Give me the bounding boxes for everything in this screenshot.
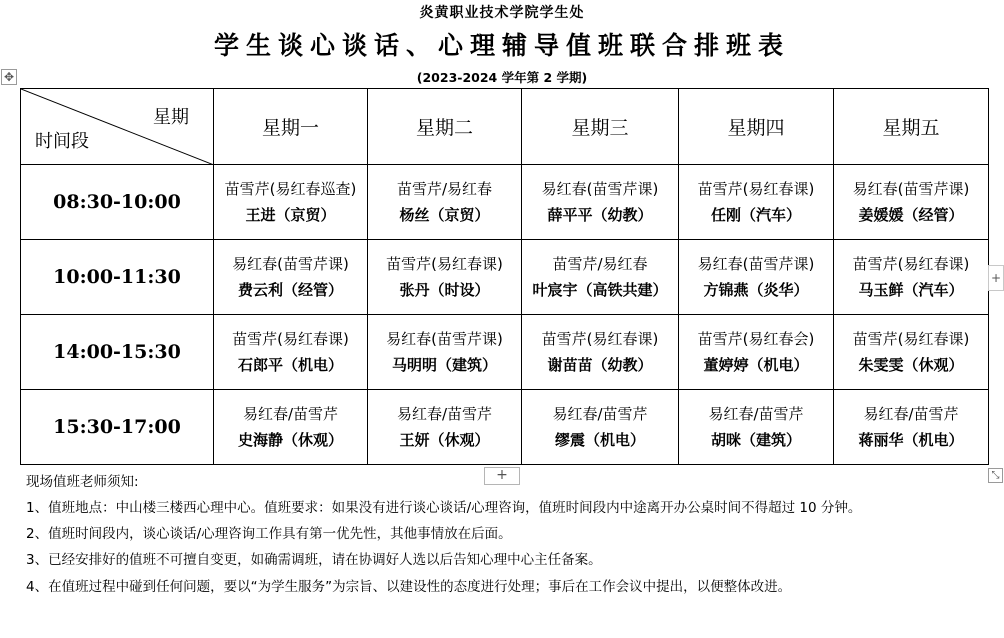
table-row — [21, 165, 989, 240]
teacher-text: 任刚（汽车） — [710, 206, 801, 224]
duty-cell — [679, 240, 834, 315]
duty-cell — [368, 240, 522, 315]
corner-week-label: 星期 — [153, 107, 189, 128]
teacher-text: 王进（京贸） — [245, 206, 336, 224]
counselor-text: 易红春/苗雪芹 — [708, 405, 804, 423]
duty-cell — [522, 315, 679, 390]
teacher-text: 蒋丽华（机电） — [858, 431, 964, 449]
day-header: 星期四 — [679, 89, 834, 165]
corner-cell — [21, 89, 214, 165]
corner-time-label: 时间段 — [35, 131, 89, 152]
teacher-text: 费云利（经管） — [237, 281, 343, 299]
page-title: 学生谈心谈话、心理辅导值班联合排班表 — [213, 31, 790, 60]
day-header: 星期一 — [214, 89, 368, 165]
counselor-text: 易红春(苗雪芹课) — [386, 330, 503, 348]
counselor-text: 苗雪芹(易红春课) — [232, 330, 349, 348]
counselor-text: 易红春/苗雪芹 — [863, 405, 959, 423]
counselor-text: 苗雪芹(易红春课) — [852, 330, 970, 348]
counselor-text: 苗雪芹(易红春课) — [852, 255, 970, 273]
counselor-text: 易红春/苗雪芹 — [552, 405, 648, 423]
table-row — [21, 315, 989, 390]
header-row — [21, 89, 989, 165]
duty-cell — [522, 390, 679, 465]
duty-cell — [368, 315, 522, 390]
counselor-text: 易红春/苗雪芹 — [242, 405, 339, 423]
duty-cell — [368, 390, 522, 465]
teacher-text: 史海静（休观） — [237, 431, 343, 449]
teacher-text: 石郎平（机电） — [237, 356, 343, 374]
day-header: 星期二 — [368, 89, 522, 165]
counselor-text: 易红春(苗雪芹课) — [852, 180, 970, 198]
duty-cell — [834, 315, 989, 390]
table-row — [21, 240, 989, 315]
duty-cell — [679, 165, 834, 240]
counselor-text: 苗雪芹(易红春课) — [541, 330, 659, 348]
teacher-text: 胡咪（建筑） — [710, 431, 801, 449]
duty-cell — [214, 315, 368, 390]
teacher-text: 朱雯雯（休观） — [858, 356, 964, 374]
teacher-text: 张丹（时设） — [399, 281, 490, 299]
duty-cell — [834, 390, 989, 465]
time-slot: 08:30-10:00 — [21, 165, 214, 240]
duty-cell — [834, 165, 989, 240]
time-slot: 14:00-15:30 — [21, 315, 214, 390]
note-item: 4、在值班过程中碰到任何问题，要以“为学生服务”为宗旨、以建设性的态度进行处理；事后在工作会议中提出，以便整体改进。 — [26, 579, 792, 595]
duty-cell — [214, 165, 368, 240]
move-arrows-icon[interactable]: ✥ — [1, 69, 17, 85]
time-slot: 15:30-17:00 — [21, 390, 214, 465]
teacher-text: 马玉鲜（汽车） — [858, 281, 964, 299]
resize-diagonal-icon[interactable]: ⤡ — [988, 468, 1003, 483]
duty-cell — [834, 240, 989, 315]
note-item: 1、值班地点：中山楼三楼西心理中心。值班要求：如果没有进行谈心谈话/心理咨询，值班时间段内中途离开办公桌时间不得超过 10 分钟。 — [26, 500, 862, 516]
org-name: 炎黄职业技术学院学生处 — [419, 5, 585, 21]
duty-cell — [522, 165, 679, 240]
counselor-text: 苗雪芹(易红春课) — [697, 180, 815, 198]
add-row-button[interactable]: + — [484, 467, 520, 485]
notes-title: 现场值班老师须知: — [26, 474, 139, 490]
duty-cell — [368, 165, 522, 240]
day-header: 星期三 — [522, 89, 679, 165]
teacher-text: 马明明（建筑） — [391, 356, 497, 374]
schedule-table — [20, 88, 989, 465]
teacher-text: 缪震（机电） — [554, 431, 645, 449]
counselor-text: 苗雪芹(易红春课) — [386, 255, 503, 273]
teacher-text: 王妍（休观） — [399, 431, 490, 449]
teacher-text: 叶宸宇（高铁共建） — [532, 281, 668, 299]
counselor-text: 苗雪芹(易红春巡查) — [224, 180, 357, 198]
counselor-text: 易红春(苗雪芹课) — [697, 255, 815, 273]
teacher-text: 杨丝（京贸） — [399, 206, 490, 224]
table-row — [21, 390, 989, 465]
teacher-text: 薛平平（幼教） — [547, 206, 653, 224]
counselor-text: 苗雪芹(易红春会) — [697, 330, 815, 348]
note-item: 3、已经安排好的值班不可擅自变更，如确需调班，请在协调好人选以后告知心理中心主任备案。 — [26, 552, 602, 568]
day-header: 星期五 — [834, 89, 989, 165]
teacher-text: 谢苗苗（幼教） — [547, 356, 653, 374]
counselor-text: 苗雪芹/易红春 — [552, 255, 648, 273]
counselor-text: 易红春(苗雪芹课) — [232, 255, 349, 273]
counselor-text: 苗雪芹/易红春 — [396, 180, 493, 198]
counselor-text: 易红春/苗雪芹 — [396, 405, 493, 423]
teacher-text: 董婷婷（机电） — [703, 356, 809, 374]
duty-cell — [679, 390, 834, 465]
duty-cell — [522, 240, 679, 315]
duty-cell — [214, 240, 368, 315]
time-slot: 10:00-11:30 — [21, 240, 214, 315]
teacher-text: 姜媛媛（经管） — [858, 206, 964, 224]
teacher-text: 方锦燕（炎华） — [703, 281, 809, 299]
duty-cell — [679, 315, 834, 390]
term-label: (2023-2024 学年第 2 学期) — [416, 70, 588, 85]
counselor-text: 易红春(苗雪芹课) — [541, 180, 659, 198]
duty-cell — [214, 390, 368, 465]
add-column-button[interactable]: + — [988, 265, 1004, 291]
note-item: 2、值班时间段内，谈心谈话/心理咨询工作具有第一优先性，其他事情放在后面。 — [26, 526, 512, 542]
